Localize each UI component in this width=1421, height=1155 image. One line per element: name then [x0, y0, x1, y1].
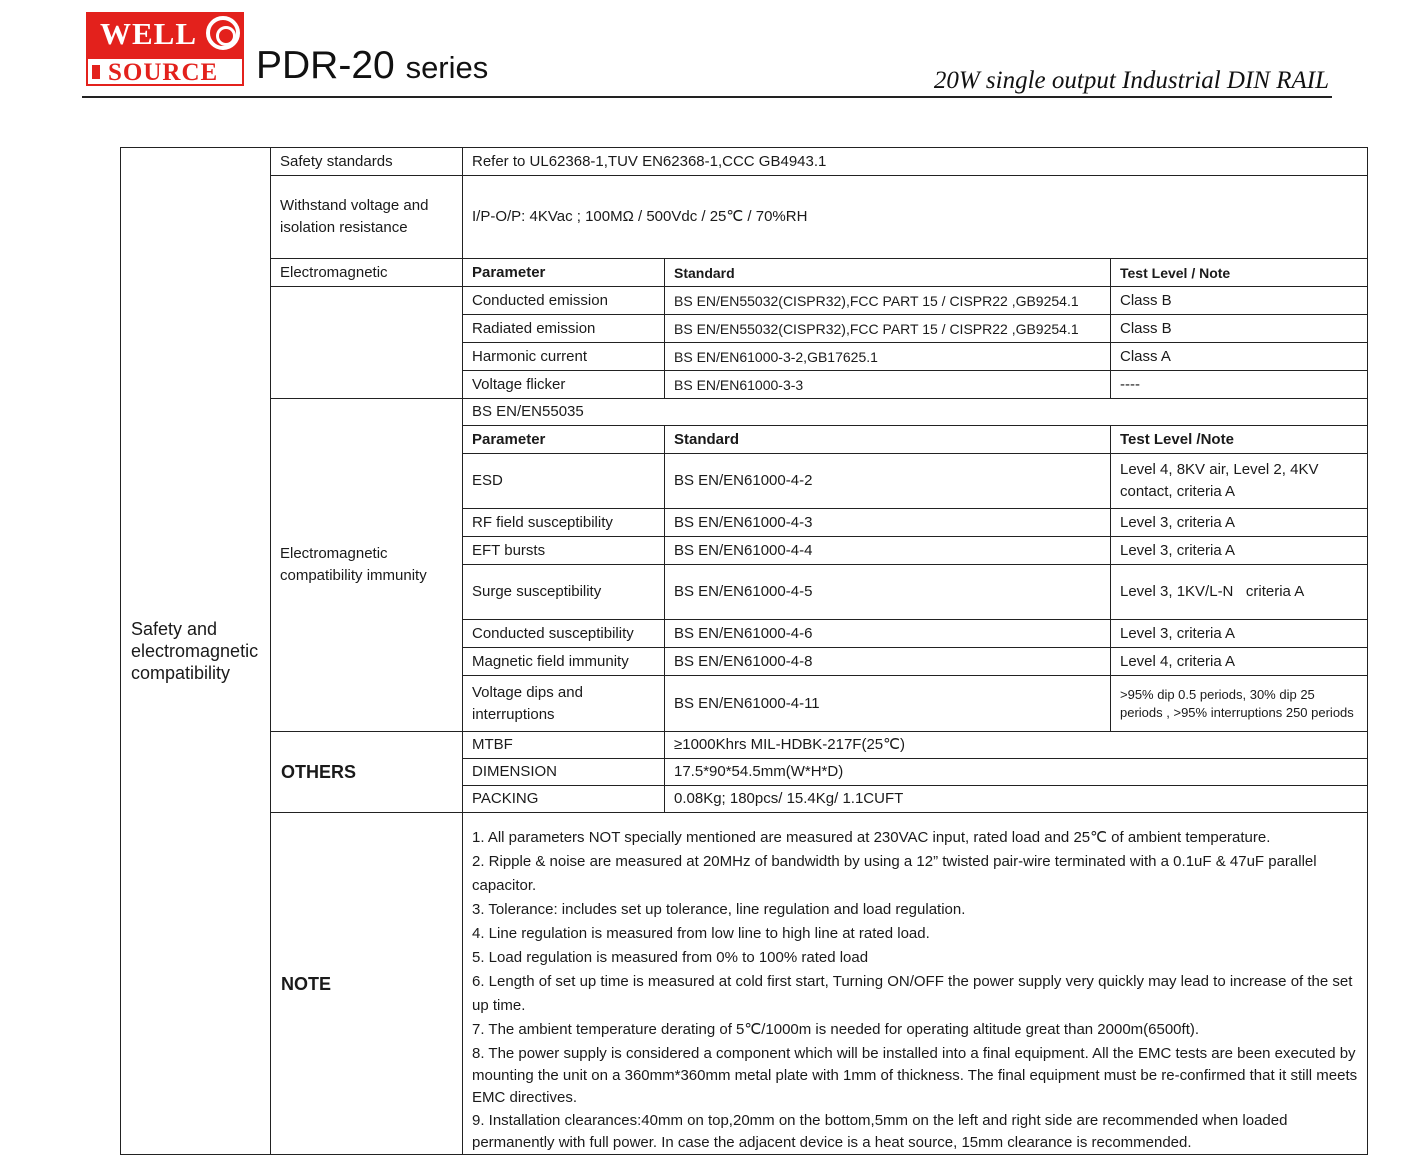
immunity-level: Level 3, criteria A — [1111, 620, 1368, 648]
immunity-level: >95% dip 0.5 periods, 30% dip 25 periods , >95% interruptions 250 periods — [1111, 676, 1368, 732]
page-title — [256, 44, 488, 88]
immunity-level: Level 3, criteria A — [1111, 537, 1368, 565]
immunity-standard-ref: BS EN/EN61000-4-4 — [665, 537, 1111, 565]
note-item: 5. Load regulation is measured from 0% to 100% rated load — [472, 949, 869, 966]
immunity-header-level: Test Level /Note — [1111, 426, 1368, 454]
section-note: NOTE — [271, 813, 463, 1155]
note-item: 9. Installation clearances:40mm on top,20mm on the bottom,5mm on the left and right side are recommended when loaded permanently with full power. In case the adjacent device is a heat source, 15mm clearance is recommended. — [472, 1112, 1288, 1151]
note-item: 8. The power supply is considered a component which will be installed into a final equipment. All the EMC tests are been executed by mounting the unit on a 360mm*360mm metal plate with 1mm of thickness. The final equipment must be re-confirmed that it still meets EMC directives. — [472, 1045, 1358, 1106]
immunity-header-standard: Standard — [665, 426, 1111, 454]
withstand-label: Withstand voltage and isolation resistance — [271, 176, 463, 259]
immunity-label: Electromagnetic compatibility immunity — [271, 399, 463, 732]
table-row — [121, 148, 1368, 176]
emission-label-spacer — [271, 287, 463, 399]
section-others: OTHERS — [271, 732, 463, 813]
emission-standard: BS EN/EN55032(CISPR32),FCC PART 15 / CISPR22 ,GB9254.1 — [665, 287, 1111, 315]
table-row — [121, 399, 1368, 426]
others-value: ≥1000Khrs MIL-HDBK-217F(25℃) — [665, 732, 1368, 759]
table-row — [121, 176, 1368, 259]
model-name: PDR-20 — [256, 44, 395, 87]
emission-level: Class A — [1111, 343, 1368, 371]
immunity-level: Level 4, 8KV air, Level 2, 4KV contact, criteria A — [1111, 454, 1368, 509]
logo-top-band — [86, 12, 244, 57]
well-source-logo — [86, 12, 244, 86]
emission-standard: BS EN/EN55032(CISPR32),FCC PART 15 / CISPR22 ,GB9254.1 — [665, 315, 1111, 343]
immunity-standard-ref: BS EN/EN61000-4-6 — [665, 620, 1111, 648]
section-safety-emc: Safety and electromagnetic compatibility — [121, 148, 271, 1155]
immunity-parameter: Surge susceptibility — [463, 565, 665, 620]
immunity-parameter: RF field susceptibility — [463, 509, 665, 537]
logo-word-bottom: SOURCE — [108, 59, 219, 86]
immunity-standard-ref: BS EN/EN61000-4-8 — [665, 648, 1111, 676]
emission-level: Class B — [1111, 287, 1368, 315]
immunity-standard-ref: BS EN/EN61000-4-3 — [665, 509, 1111, 537]
notes-block — [463, 813, 1368, 1155]
note-item: 6. Length of set up time is measured at cold first start, Turning ON/OFF the power supply very quickly may lead to increase of the set up time. — [472, 973, 1353, 1014]
immunity-standard: BS EN/EN55035 — [463, 399, 1368, 426]
note-item: 4. Line regulation is measured from low line to high line at rated load. — [472, 925, 930, 942]
immunity-level: Level 4, criteria A — [1111, 648, 1368, 676]
emission-standard: BS EN/EN61000-3-3 — [665, 371, 1111, 399]
logo-ring-icon — [206, 16, 240, 50]
immunity-level: Level 3, 1KV/L-N criteria A — [1111, 565, 1368, 620]
emission-standard: BS EN/EN61000-3-2,GB17625.1 — [665, 343, 1111, 371]
note-item: 2. Ripple & noise are measured at 20MHz of bandwidth by using a 12” twisted pair-wire terminated with a 0.1uF & 47uF parallel capacitor. — [472, 853, 1317, 894]
safety-standards-value: Refer to UL62368-1,TUV EN62368-1,CCC GB4943.1 — [463, 148, 1368, 176]
emission-parameter: Voltage flicker — [463, 371, 665, 399]
series-word: series — [405, 50, 489, 85]
emission-level: Class B — [1111, 315, 1368, 343]
emission-label: Electromagnetic — [271, 259, 463, 287]
note-item: 1. All parameters NOT specially mentioned are measured at 230VAC input, rated load and 25℃ of ambient temperature. — [472, 829, 1271, 846]
note-item: 7. The ambient temperature derating of 5℃/1000m is needed for operating altitude great than 2000m(6500ft). — [472, 1021, 1200, 1038]
emission-level: ---- — [1111, 371, 1368, 399]
others-value: 17.5*90*54.5mm(W*H*D) — [665, 759, 1368, 786]
others-value: 0.08Kg; 180pcs/ 15.4Kg/ 1.1CUFT — [665, 786, 1368, 813]
immunity-level: Level 3, criteria A — [1111, 509, 1368, 537]
immunity-standard-ref: BS EN/EN61000-4-5 — [665, 565, 1111, 620]
table-row — [121, 287, 1368, 315]
immunity-header-parameter: Parameter — [463, 426, 665, 454]
emission-parameter: Conducted emission — [463, 287, 665, 315]
logo-bottom-band — [86, 57, 244, 86]
withstand-value: I/P-O/P: 4KVac ; 100MΩ / 500Vdc / 25℃ / 70%RH — [463, 176, 1368, 259]
page-subtitle: 20W single output Industrial DIN RAIL — [933, 67, 1329, 94]
immunity-parameter: EFT bursts — [463, 537, 665, 565]
immunity-parameter: ESD — [463, 454, 665, 509]
table-row — [121, 813, 1368, 1155]
table-row — [121, 732, 1368, 759]
immunity-parameter: Voltage dips and interruptions — [463, 676, 665, 732]
emission-parameter: Harmonic current — [463, 343, 665, 371]
table-row — [121, 259, 1368, 287]
others-label: PACKING — [463, 786, 665, 813]
others-label: DIMENSION — [463, 759, 665, 786]
others-label: MTBF — [463, 732, 665, 759]
logo-word-top: WELL — [100, 16, 198, 51]
emission-parameter: Radiated emission — [463, 315, 665, 343]
immunity-parameter: Conducted susceptibility — [463, 620, 665, 648]
immunity-parameter: Magnetic field immunity — [463, 648, 665, 676]
header-divider — [82, 96, 1332, 98]
immunity-standard-ref: BS EN/EN61000-4-2 — [665, 454, 1111, 509]
safety-standards-label: Safety standards — [271, 148, 463, 176]
emission-header-parameter: Parameter — [463, 259, 665, 287]
emission-header-standard: Standard — [665, 259, 1111, 287]
emission-header-level: Test Level / Note — [1111, 259, 1368, 287]
immunity-standard-ref: BS EN/EN61000-4-11 — [665, 676, 1111, 732]
spec-table — [120, 147, 1368, 1155]
note-item: 3. Tolerance: includes set up tolerance, line regulation and load regulation. — [472, 901, 966, 918]
